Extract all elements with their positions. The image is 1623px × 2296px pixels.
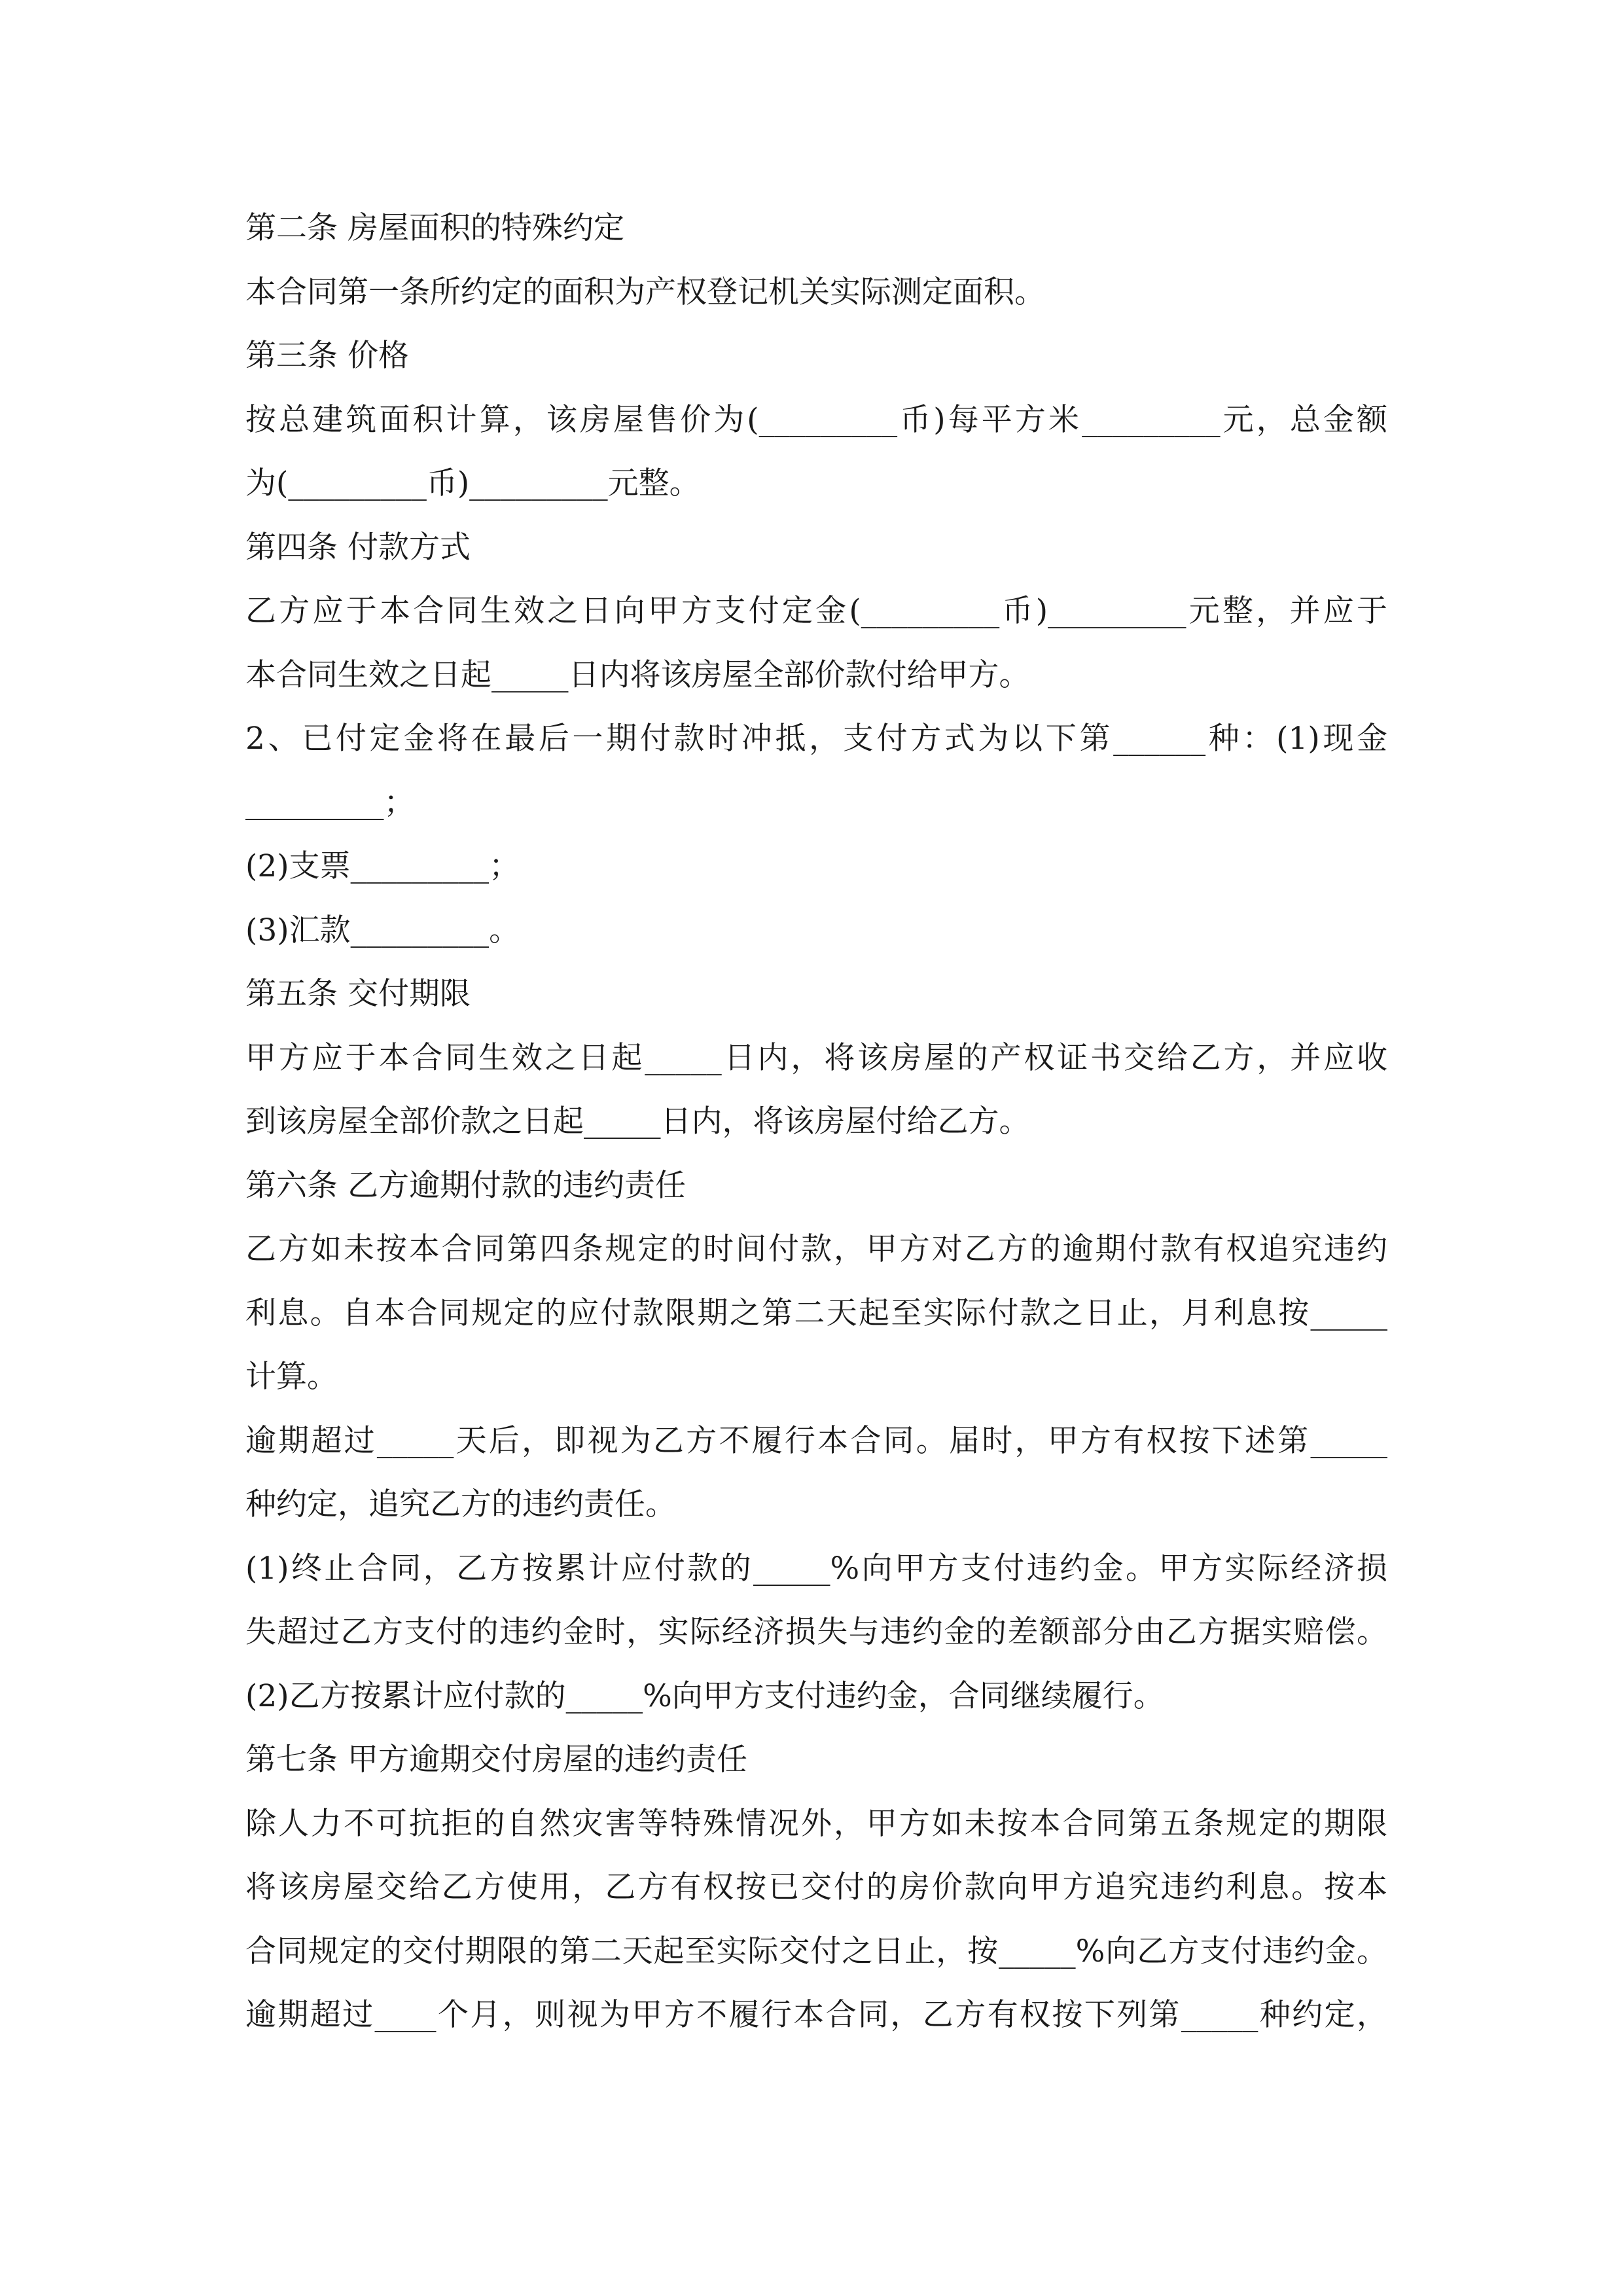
payment-option-cheque: (2)支票_________； (245, 848, 520, 884)
article-3-heading: 第三条 价格 (245, 338, 409, 374)
article-6-text-line-5: 种约定，追究乙方的违约责任。 (245, 1486, 676, 1522)
article-6-text-line-3: 计算。 (245, 1359, 338, 1395)
article-6-option-1-line-1: (1)终止合同，乙方按累计应付款的_____%向甲方支付违约金。甲方实际经济损 (245, 1550, 1387, 1587)
article-6-heading: 第六条 乙方逾期付款的违约责任 (245, 1167, 686, 1204)
article-4-text-line-1: 乙方应于本合同生效之日向甲方支付定金(_________币)_________元整，并应于 (245, 593, 1387, 629)
article-4-item-2-line-1: 2、已付定金将在最后一期付款时冲抵，支付方式为以下第______种：(1)现金 (245, 721, 1387, 757)
article-6-option-2: (2)乙方按累计应付款的_____%向甲方支付违约金，合同继续履行。 (245, 1677, 1164, 1714)
article-4-text-line-2: 本合同生效之日起_____日内将该房屋全部价款付给甲方。 (245, 656, 1030, 693)
article-6-text-line-1: 乙方如未按本合同第四条规定的时间付款，甲方对乙方的逾期付款有权追究违约 (245, 1231, 1387, 1267)
payment-option-remittance: (3)汇款_________。 (245, 912, 520, 948)
article-7-heading: 第七条 甲方逾期交付房屋的违约责任 (245, 1742, 747, 1778)
article-4-item-2-line-2: _________； (245, 784, 415, 821)
article-7-text-line-3: 合同规定的交付期限的第二天起至实际交付之日止，按_____%向乙方支付违约金。 (245, 1933, 1387, 1969)
article-7-text-line-2: 将该房屋交给乙方使用，乙方有权按已交付的房价款向甲方追究违约利息。按本 (245, 1869, 1387, 1905)
article-3-text-line-2: 为(_________币)_________元整。 (245, 465, 700, 501)
article-7-text-line-1: 除人力不可抗拒的自然灾害等特殊情况外，甲方如未按本合同第五条规定的期限 (245, 1805, 1387, 1842)
article-7-text-line-4: 逾期超过____个月，则视为甲方不履行本合同，乙方有权按下列第_____种约定， (245, 1997, 1387, 2033)
article-2-heading: 第二条 房屋面积的特殊约定 (245, 210, 624, 246)
article-5-heading: 第五条 交付期限 (245, 976, 471, 1012)
article-5-text-line-2: 到该房屋全部价款之日起_____日内，将该房屋付给乙方。 (245, 1103, 1030, 1139)
article-6-option-1-line-2: 失超过乙方支付的违约金时，实际经济损失与违约金的差额部分由乙方据实赔偿。 (245, 1614, 1387, 1650)
article-6-text-line-4: 逾期超过_____天后，即视为乙方不履行本合同。届时，甲方有权按下述第_____ (245, 1422, 1387, 1459)
article-5-text-line-1: 甲方应于本合同生效之日起_____日内，将该房屋的产权证书交给乙方，并应收 (245, 1039, 1387, 1076)
article-4-heading: 第四条 付款方式 (245, 529, 471, 565)
article-3-text-line-1: 按总建筑面积计算，该房屋售价为(_________币)每平方米_________元，总金额 (245, 401, 1387, 438)
document-body (245, 196, 1387, 2047)
article-2-text: 本合同第一条所约定的面积为产权登记机关实际测定面积。 (245, 274, 1045, 310)
article-6-text-line-2: 利息。自本合同规定的应付款限期之第二天起至实际付款之日止，月利息按_____ (245, 1295, 1387, 1331)
